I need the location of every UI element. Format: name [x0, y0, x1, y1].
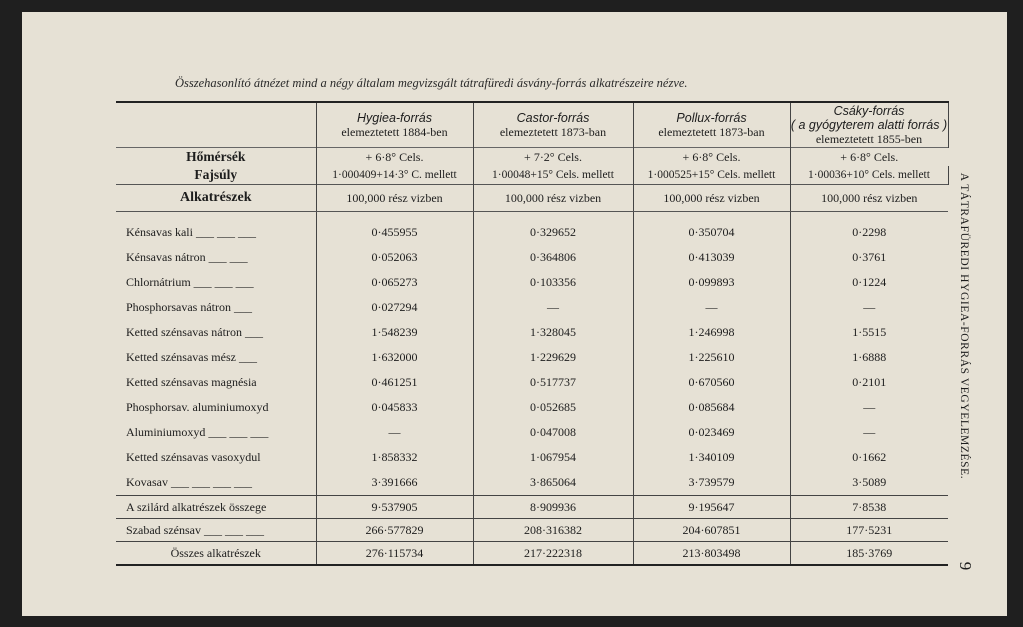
table-cell: 0·350704: [633, 220, 790, 245]
component-name: Phosphorsav. aluminiumoxyd: [126, 400, 269, 414]
table-cell: 0·052685: [473, 395, 633, 420]
spring-name: Hygiea-forrás: [356, 111, 433, 125]
temperature-value: + 6·8° Cels.: [316, 148, 473, 167]
table-cell: 276·115734: [316, 542, 473, 566]
table-row: [116, 370, 948, 395]
summary-label: Összes alkatrészek: [116, 542, 316, 566]
table-cell: 7·8538: [790, 496, 948, 519]
spring-note: ( a gyógyterem alatti forrás ): [790, 118, 948, 132]
table-cell: 1·225610: [633, 345, 790, 370]
header-csaky: [790, 102, 948, 148]
table-cell: 185·3769: [790, 542, 948, 566]
table-cell: 266·577829: [316, 519, 473, 542]
spacer-row: [116, 212, 948, 221]
density-label: Fajsúly: [194, 167, 238, 182]
table-cell: —: [473, 295, 633, 320]
table-row: [116, 320, 948, 345]
component-name: Aluminiumoxyd ___ ___ ___: [126, 425, 269, 439]
table-cell: 0·2298: [790, 220, 948, 245]
table-cell: 8·909936: [473, 496, 633, 519]
components-header-row: [116, 185, 948, 212]
table-cell: 3·739579: [633, 470, 790, 496]
header-castor: [473, 102, 633, 148]
table-cell: 0·670560: [633, 370, 790, 395]
table-cell: 9·537905: [316, 496, 473, 519]
table-cell: 0·517737: [473, 370, 633, 395]
component-name: Chlornátrium ___ ___ ___: [126, 275, 254, 289]
header-hygiea: [316, 102, 473, 148]
summary-row: [116, 519, 948, 542]
table-cell: 1·632000: [316, 345, 473, 370]
table-cell: 0·045833: [316, 395, 473, 420]
analysis-year: elemeztetett 1873-ban: [658, 125, 765, 139]
table-cell: 1·246998: [633, 320, 790, 345]
analysis-year: elemeztetett 1855-ben: [815, 132, 923, 146]
table-cell: 0·1224: [790, 270, 948, 295]
table-cell: 3·391666: [316, 470, 473, 496]
spring-name: Csáky-forrás: [833, 104, 905, 118]
table-cell: 1·548239: [316, 320, 473, 345]
density-value: 1·000409+14·3° C. mellett: [316, 166, 473, 185]
component-name: Ketted szénsavas mész ___: [126, 350, 257, 364]
component-name: Ketted szénsavas nátron ___: [126, 325, 263, 339]
table-row: [116, 245, 948, 270]
table-cell: 1·328045: [473, 320, 633, 345]
component-name: Ketted szénsavas magnésia: [126, 375, 257, 389]
component-name: Kénsavas nátron ___ ___: [126, 250, 248, 264]
component-name: Phosphorsavas nátron ___: [126, 300, 252, 314]
table-cell: 3·865064: [473, 470, 633, 496]
table-cell: 0·329652: [473, 220, 633, 245]
spring-name: Castor-forrás: [516, 111, 590, 125]
table-cell: 1·5515: [790, 320, 948, 345]
table-cell: 0·023469: [633, 420, 790, 445]
summary-label: A szilárd alkatrészek összege: [116, 496, 316, 519]
table-row: [116, 270, 948, 295]
table-cell: 0·085684: [633, 395, 790, 420]
table-row: [116, 345, 948, 370]
summary-label: Szabad szénsav ___ ___ ___: [116, 519, 316, 542]
table-cell: 0·2101: [790, 370, 948, 395]
table-row: [116, 470, 948, 496]
spring-name: Pollux-forrás: [676, 111, 747, 125]
table-cell: 0·461251: [316, 370, 473, 395]
table-cell: 0·455955: [316, 220, 473, 245]
table-cell: 177·5231: [790, 519, 948, 542]
running-head-text: A TÁTRAFÜREDI HYGIEA-FORRÁS VEGYELEMZÉSE.: [958, 172, 970, 480]
table-cell: 0·099893: [633, 270, 790, 295]
page-number: 9: [956, 561, 975, 571]
table-cell: 0·413039: [633, 245, 790, 270]
temperature-value: + 7·2° Cels.: [473, 148, 633, 167]
header-pollux: [633, 102, 790, 148]
table-cell: 0·052063: [316, 245, 473, 270]
component-name: Kovasav ___ ___ ___ ___: [126, 475, 252, 489]
table-cell: 1·067954: [473, 445, 633, 470]
table-cell: —: [633, 295, 790, 320]
component-name: Kénsavas kali ___ ___ ___: [126, 225, 256, 239]
table-cell: 9·195647: [633, 496, 790, 519]
table-cell: 213·803498: [633, 542, 790, 566]
table-cell: —: [790, 420, 948, 445]
table-cell: 1·340109: [633, 445, 790, 470]
basis-label: 100,000 rész vizben: [473, 185, 633, 212]
table-cell: 1·6888: [790, 345, 948, 370]
temperature-value: + 6·8° Cels.: [790, 148, 948, 167]
table-cell: —: [316, 420, 473, 445]
table-cell: 1·858332: [316, 445, 473, 470]
summary-row: [116, 542, 948, 566]
analysis-year: elemeztetett 1884-ben: [341, 125, 448, 139]
table-cell: 0·3761: [790, 245, 948, 270]
table-cell: 204·607851: [633, 519, 790, 542]
table-cell: 0·027294: [316, 295, 473, 320]
table-cell: —: [790, 295, 948, 320]
basis-label: 100,000 rész vizben: [790, 185, 948, 212]
density-value: 1·00036+10° Cels. mellett: [790, 166, 948, 185]
table-row: [116, 395, 948, 420]
header-row: [116, 102, 948, 148]
table-row: [116, 420, 948, 445]
table-row: [116, 295, 948, 320]
temperature-row: [116, 148, 948, 167]
analysis-table: [116, 101, 949, 566]
basis-label: 100,000 rész vizben: [316, 185, 473, 212]
component-name: Ketted szénsavas vasoxydul: [126, 450, 261, 464]
table-cell: 0·103356: [473, 270, 633, 295]
table-caption: Összehasonlító átnézet mind a négy általam megvizsgált tátrafüredi ásvány-forrás alkatrészeire nézve.: [175, 76, 688, 90]
analysis-year: elemeztetett 1873-ban: [499, 125, 607, 139]
density-value: 1·00048+15° Cels. mellett: [473, 166, 633, 185]
table-cell: 208·316382: [473, 519, 633, 542]
table-cell: 0·364806: [473, 245, 633, 270]
table-cell: 0·065273: [316, 270, 473, 295]
density-row: [116, 166, 948, 185]
summary-row: [116, 496, 948, 519]
running-head: [949, 156, 979, 496]
components-label: Alkatrészek: [116, 185, 316, 212]
basis-label: 100,000 rész vizben: [633, 185, 790, 212]
table-row: [116, 445, 948, 470]
temperature-value: + 6·8° Cels.: [633, 148, 790, 167]
temperature-label: Hőmérsék: [116, 148, 316, 167]
table-cell: 0·047008: [473, 420, 633, 445]
table-cell: 1·229629: [473, 345, 633, 370]
table-cell: 0·1662: [790, 445, 948, 470]
header-corner: [116, 102, 316, 148]
table-cell: 3·5089: [790, 470, 948, 496]
table-cell: —: [790, 395, 948, 420]
table-cell: 217·222318: [473, 542, 633, 566]
density-value: 1·000525+15° Cels. mellett: [633, 166, 790, 185]
table-row: [116, 220, 948, 245]
